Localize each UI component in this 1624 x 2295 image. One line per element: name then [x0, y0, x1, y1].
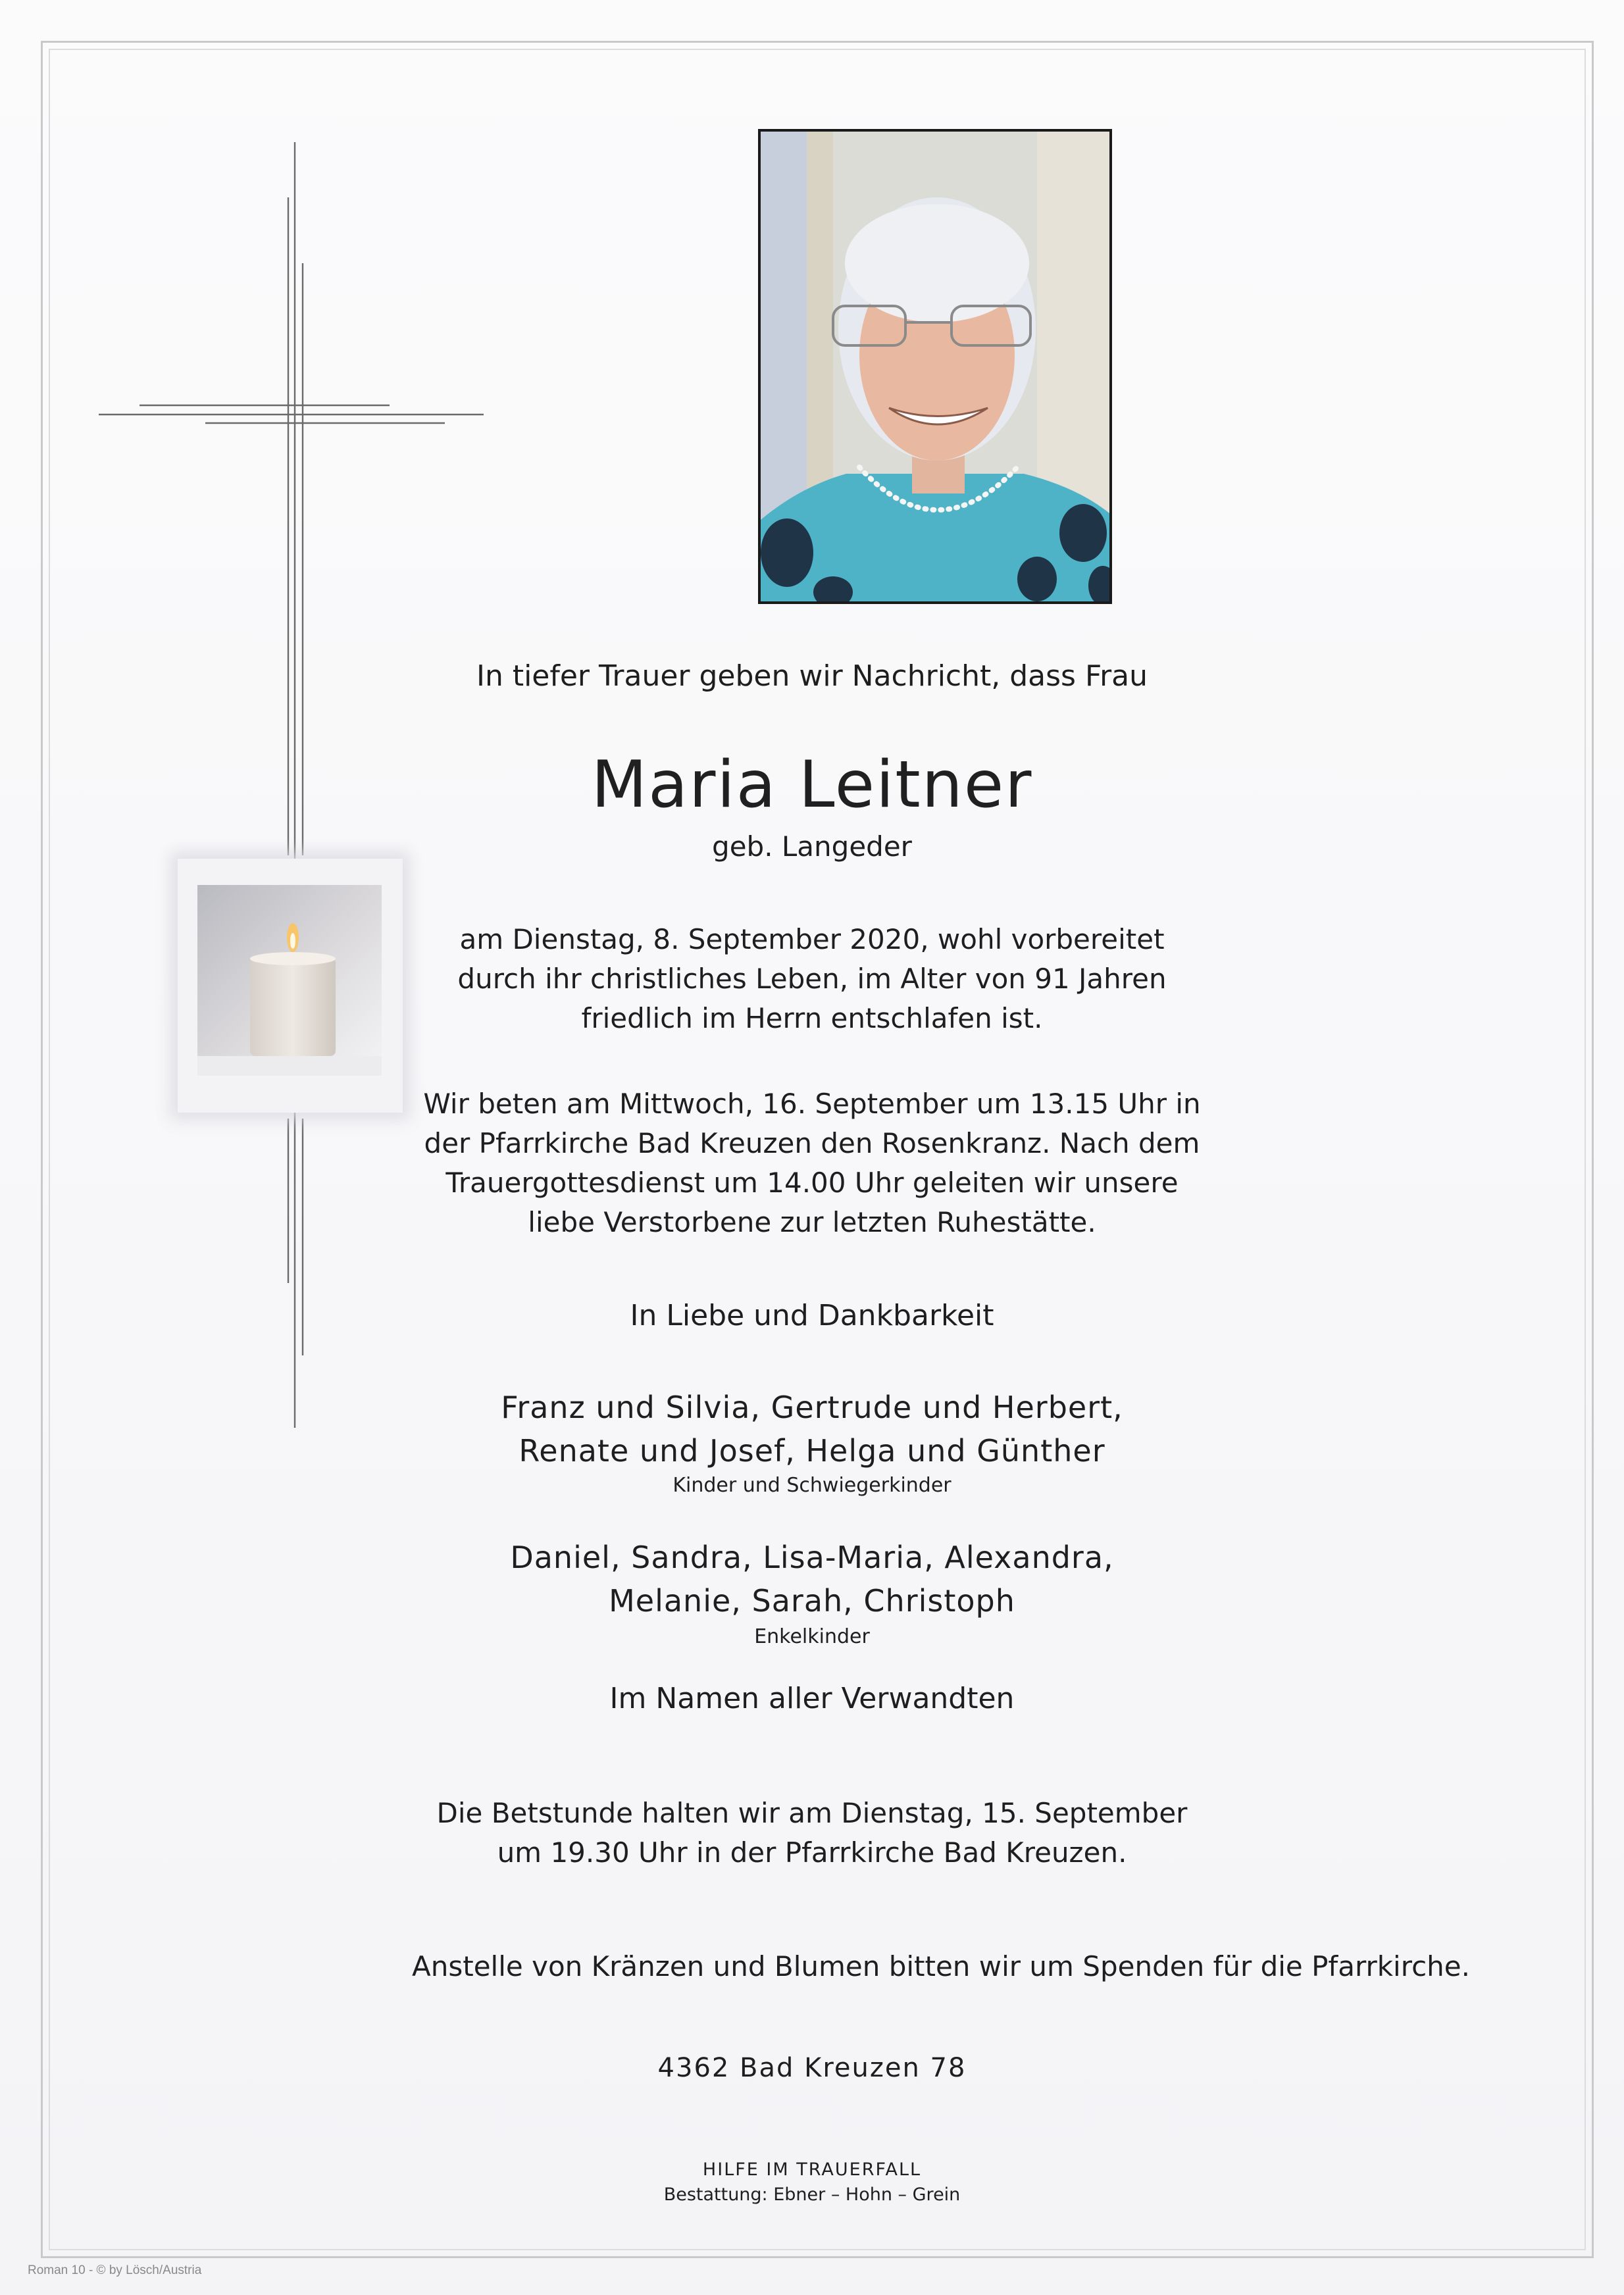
undertaker-name: Bestattung: Ebner – Hohn – Grein	[663, 2184, 961, 2205]
prayer-line: Die Betstunde halten wir am Dienstag, 15. September	[436, 1797, 1188, 1829]
passing-paragraph	[0, 920, 1624, 1038]
children-line: Franz und Silvia, Gertrude und Herbert,	[501, 1390, 1123, 1425]
grandchildren-role: Enkelkinder	[754, 1625, 870, 1648]
prayer-paragraph	[0, 1794, 1624, 1873]
grandchildren-line: Melanie, Sarah, Christoph	[609, 1583, 1015, 1619]
children-line: Renate und Josef, Helga und Günther	[519, 1433, 1105, 1469]
closing-text: In Liebe und Dankbarkeit	[630, 1299, 994, 1332]
children-role: Kinder und Schwiegerkinder	[672, 1474, 952, 1497]
passing-line: am Dienstag, 8. September 2020, wohl vorbereitet	[459, 923, 1165, 955]
service-line: der Pfarrkirche Bad Kreuzen den Rosenkranz. Nach dem	[424, 1127, 1200, 1159]
portrait-photo	[758, 129, 1112, 604]
service-paragraph	[0, 1084, 1624, 1242]
address: 4362 Bad Kreuzen 78	[657, 2053, 967, 2083]
grandchildren-names	[0, 1536, 1624, 1623]
children-names	[0, 1386, 1624, 1473]
birth-name: geb. Langeder	[712, 830, 912, 863]
passing-line: durch ihr christliches Leben, im Alter von 91 Jahren	[457, 963, 1167, 995]
footer-credit: Roman 10 - © by Lösch/Austria	[28, 2263, 202, 2277]
grandchildren-line: Daniel, Sandra, Lisa-Maria, Alexandra,	[510, 1540, 1114, 1575]
service-line: Trauergottesdienst um 14.00 Uhr geleiten wir unsere	[445, 1167, 1179, 1199]
deceased-name: Maria Leitner	[591, 747, 1033, 822]
intro-text: In tiefer Trauer geben wir Nachricht, dass Frau	[476, 659, 1148, 693]
relatives-text: Im Namen aller Verwandten	[609, 1682, 1015, 1715]
passing-line: friedlich im Herrn entschlafen ist.	[581, 1002, 1043, 1034]
prayer-line: um 19.30 Uhr in der Pfarrkirche Bad Kreuzen.	[497, 1836, 1127, 1869]
donation-text: Anstelle von Kränzen und Blumen bitten wir um Spenden für die Pfarrkirche.	[412, 1950, 1470, 1982]
service-line: Wir beten am Mittwoch, 16. September um 13.15 Uhr in	[423, 1088, 1201, 1120]
service-line: liebe Verstorbene zur letzten Ruhestätte.	[528, 1206, 1096, 1238]
undertaker-heading: HILFE IM TRAUERFALL	[702, 2159, 922, 2180]
